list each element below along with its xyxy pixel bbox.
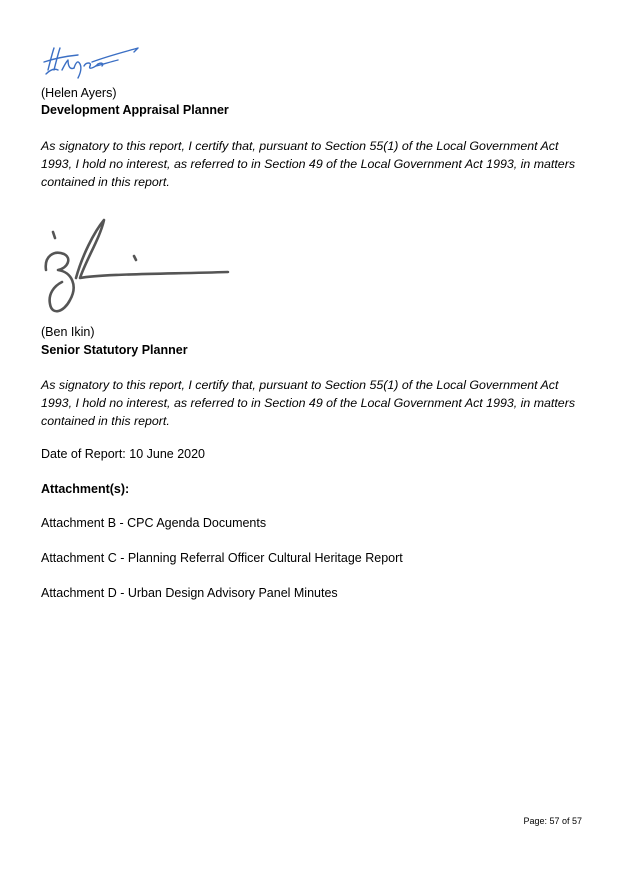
attachment-item: Attachment C - Planning Referral Officer Cultural Heritage Report — [41, 551, 403, 565]
signatory-1-title: Development Appraisal Planner — [41, 103, 229, 117]
attachment-item: Attachment D - Urban Design Advisory Panel Minutes — [41, 586, 338, 600]
signatory-2-certification: As signatory to this report, I certify that, pursuant to Section 55(1) of the Local Government Act 1993, I hold no interest, as referred to in Section 49 of the Local Government Act 1993, in matters contained in this report. — [41, 378, 576, 428]
signatory-1-certification: As signatory to this report, I certify that, pursuant to Section 55(1) of the Local Government Act 1993, I hold no interest, as referred to in Section 49 of the Local Government Act 1993, in matters contained in this report. — [41, 139, 576, 189]
report-date: Date of Report: 10 June 2020 — [41, 447, 206, 461]
attachments-heading: Attachment(s): — [41, 482, 130, 496]
signatory-2-title: Senior Statutory Planner — [41, 343, 188, 357]
signatory-2-name: (Ben Ikin) — [41, 325, 95, 339]
signature-ben-ikin — [40, 212, 236, 322]
signature-helen-ayers — [38, 40, 146, 82]
signatory-1-name: (Helen Ayers) — [41, 86, 117, 100]
attachment-item: Attachment B - CPC Agenda Documents — [41, 516, 267, 530]
page-number: Page: 57 of 57 — [523, 816, 582, 826]
